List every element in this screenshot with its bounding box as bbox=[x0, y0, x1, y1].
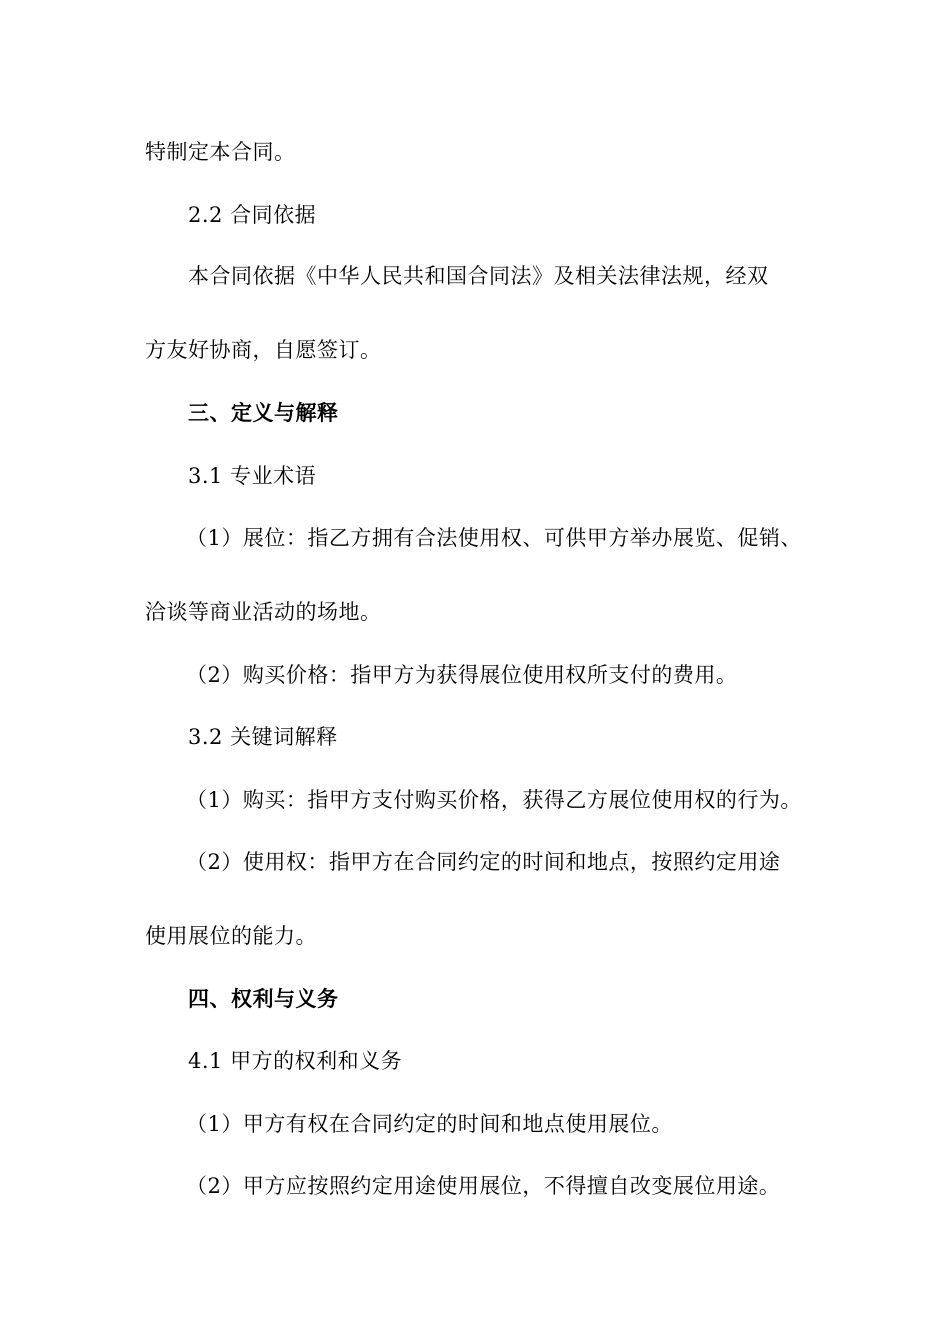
list-item: （1）展位：指乙方拥有合法使用权、可供甲方举办展览、促销、 bbox=[186, 526, 802, 550]
list-item: （2）购买价格：指甲方为获得展位使用权所支付的费用。 bbox=[186, 663, 738, 687]
section-heading-3: 三、定义与解释 bbox=[188, 401, 339, 425]
subsection-title-3-2: 3.2 关键词解释 bbox=[188, 725, 338, 749]
list-item: （1）甲方有权在合同约定的时间和地点使用展位。 bbox=[186, 1112, 673, 1136]
paragraph-line: 方友好协商，自愿签订。 bbox=[145, 338, 382, 362]
list-item: （2）使用权：指甲方在合同约定的时间和地点，按照约定用途 bbox=[186, 850, 781, 874]
paragraph-line: 本合同依据《中华人民共和国合同法》及相关法律法规，经双 bbox=[188, 264, 769, 288]
list-item-continuation: 洽谈等商业活动的场地。 bbox=[145, 600, 382, 624]
subsection-title-2-2: 2.2 合同依据 bbox=[188, 203, 317, 227]
list-item-continuation: 使用展位的能力。 bbox=[145, 924, 317, 948]
list-item: （1）购买：指甲方支付购买价格，获得乙方展位使用权的行为。 bbox=[186, 788, 802, 812]
subsection-title-3-1: 3.1 专业术语 bbox=[188, 464, 317, 488]
subsection-title-4-1: 4.1 甲方的权利和义务 bbox=[188, 1049, 403, 1073]
paragraph-continuation: 特制定本合同。 bbox=[145, 140, 296, 164]
list-item: （2）甲方应按照约定用途使用展位，不得擅自改变展位用途。 bbox=[186, 1174, 781, 1198]
section-heading-4: 四、权利与义务 bbox=[188, 987, 339, 1011]
